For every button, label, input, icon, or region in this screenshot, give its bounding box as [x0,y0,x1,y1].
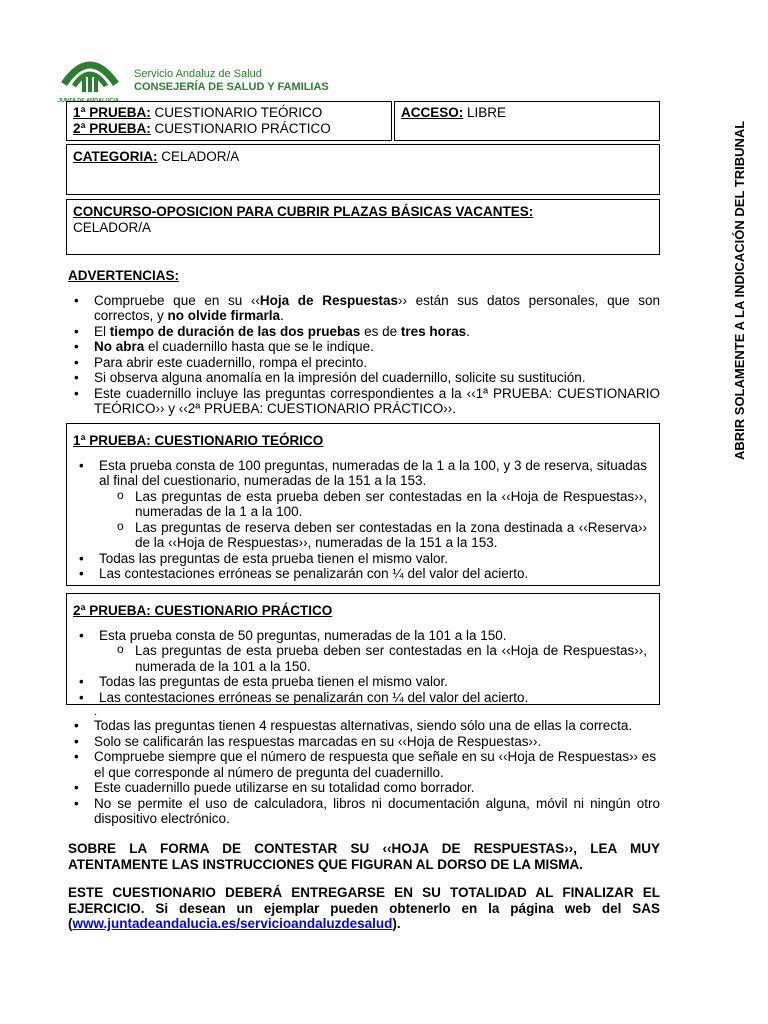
list-item: o Las preguntas de reserva deben ser contestadas en la zona destinada a ‹‹Reserva›› de la ‹‹Hoja de Respuestas››, numeradas de la 151 a la 153. [73,520,653,551]
teorico-title: 1ª PRUEBA: CUESTIONARIO TEÓRICO [73,433,324,448]
list-item: • Las contestaciones erróneas se penalizarán con ¼ del valor del acierto. [73,566,653,582]
prueba-2-value: CUESTIONARIO PRÁCTICO [150,120,331,136]
junta-logo [58,50,122,102]
prueba-1-line [73,105,385,121]
list-item: • Esta prueba consta de 100 preguntas, numeradas de la 1 a la 100, y 3 de reserva, situadas al final del cuestionario, numeradas de la 151 a la 153. [73,458,653,489]
teorico-list [73,458,653,582]
acceso-value: LIBRE [463,105,507,120]
list-item: o Las preguntas de esta prueba deben ser contestadas en la ‹‹Hoja de Respuestas››, numeradas de la 1 a la 100. [73,489,653,520]
practico-box [66,593,660,705]
categoria-label: CATEGORIA: [73,149,158,164]
list-item: • Las contestaciones erróneas se penalizarán con ¼ del valor del acierto. [73,690,653,706]
acceso-box [394,101,660,141]
acceso-label: ACCESO: [401,105,464,120]
footer-note-1: SOBRE LA FORMA DE CONTESTAR SU ‹‹HOJA DE RESPUESTAS››, LEA MUY ATENTAMENTE LAS INSTRUCCIONES QUE FIGURAN AL DORSO DE LA MISMA. [68,841,660,872]
list-item: • No se permite el uso de calculadora, libros ni documentación alguna, móvil ni ningún otro dispositivo electrónico. [68,796,660,827]
org-line-1: Servicio Andaluz de Salud [134,68,262,80]
list-item: • Esta prueba consta de 50 preguntas, numeradas de la 101 a la 150. [73,628,653,644]
logo-caption: JUNTA DE ANDALUCIA [58,97,119,104]
side-instruction: ABRIR SOLAMENTE A LA INDICACIÓN DEL TRIBUNAL [732,120,747,460]
sas-website-link[interactable]: www.juntadeandalucia.es/servicioandaluzdesalud [72,916,393,931]
concurso-title: CONCURSO-OPOSICION PARA CUBRIR PLAZAS BÁSICAS VACANTES: [73,204,534,219]
list-item: • Solo se calificarán las respuestas marcadas en su ‹‹Hoja de Respuestas››. [68,734,660,750]
categoria-box [66,144,660,195]
practico-list [73,628,653,706]
junta-logo-icon [58,50,122,94]
concurso-value: CELADOR/A [73,219,152,235]
prueba-1-value: CUESTIONARIO TEÓRICO [150,105,323,120]
list-item: • Compruebe siempre que el número de respuesta que señale en su ‹‹Hoja de Respuestas›› es el que corresponde al número de pregunta del cuadernillo. [68,749,660,780]
pruebas-box [66,101,392,141]
advertencias-list [68,293,660,417]
list-item: • Si observa alguna anomalía en la impresión del cuadernillo, solicite su sustitución. [68,370,660,386]
general-list [68,718,660,827]
prueba-1-label: 1ª PRUEBA: [73,105,151,120]
list-item: • Este cuadernillo incluye las preguntas correspondientes a la ‹‹1ª PRUEBA: CUESTIONARIO TEÓRICO›› y ‹‹2ª PRUEBA: CUESTIONARIO PRÁCTICO››. [68,386,660,417]
stray-dot: . [94,706,98,718]
list-item: o Las preguntas de esta prueba deben ser contestadas en la ‹‹Hoja de Respuestas››, numerada de la 101 a la 150. [73,643,653,674]
advertencias-section [68,268,660,417]
org-line-2: CONSEJERÍA DE SALUD Y FAMILIAS [134,81,329,93]
list-item: • Compruebe que en su ‹‹Hoja de Respuestas›› están sus datos personales, que son correctos, y no olvide firmarla. [68,293,660,324]
teorico-box [66,423,660,586]
prueba-2-line [73,121,385,137]
list-item: • Para abrir este cuadernillo, rompa el precinto. [68,355,660,371]
advertencias-title: ADVERTENCIAS: [68,268,180,283]
concurso-box [66,199,660,255]
categoria-value: CELADOR/A [157,149,240,164]
list-item: • Todas las preguntas de esta prueba tienen el mismo valor. [73,674,653,690]
list-item: • Este cuadernillo puede utilizarse en su totalidad como borrador. [68,780,660,796]
general-section [68,706,660,827]
footer-note-2: ESTE CUESTIONARIO DEBERÁ ENTREGARSE EN SU TOTALIDAD AL FINALIZAR EL EJERCICIO. Si desean un ejemplar pueden obtenerlo en la página web del SAS (www.juntadeandalucia.es/servicioandaluzdesalud). [68,885,660,931]
list-item: • Todas las preguntas tienen 4 respuestas alternativas, siendo sólo una de ellas la correcta. [68,718,660,734]
practico-title: 2ª PRUEBA: CUESTIONARIO PRÁCTICO [73,603,333,618]
list-item: • No abra el cuadernillo hasta que se le indique. [68,339,660,355]
list-item: • Todas las preguntas de esta prueba tienen el mismo valor. [73,551,653,567]
prueba-2-label: 2ª PRUEBA: [73,120,151,136]
org-name [134,68,329,94]
list-item: • El tiempo de duración de las dos pruebas es de tres horas. [68,324,660,340]
